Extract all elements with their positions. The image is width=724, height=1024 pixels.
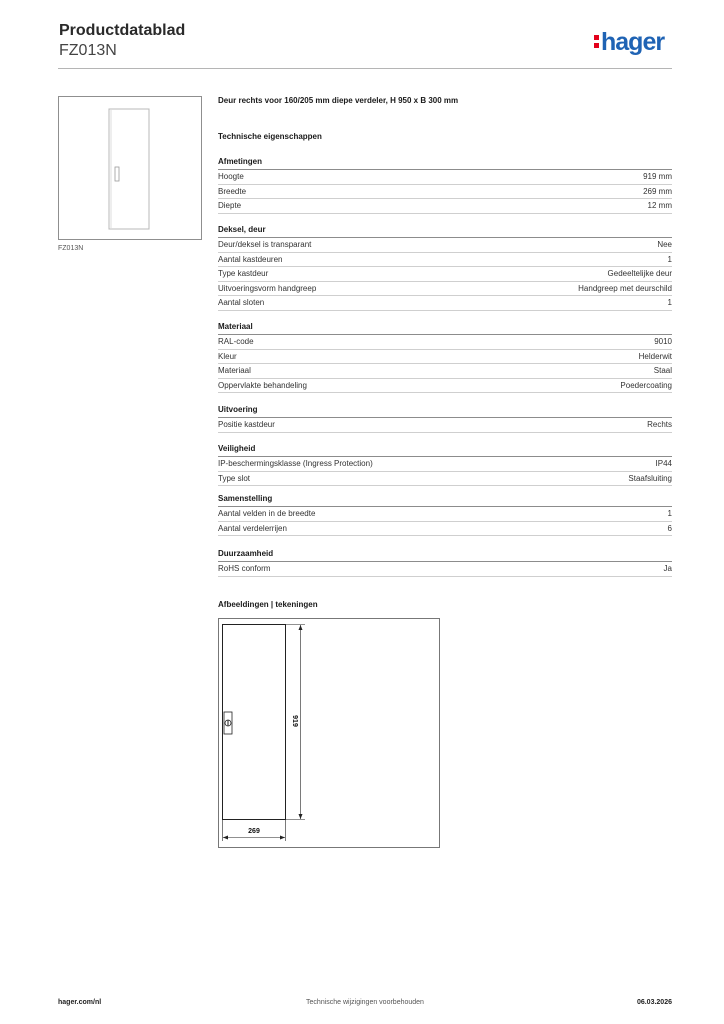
spec-label: RoHS conform	[218, 564, 271, 573]
door-drawing-svg	[219, 619, 439, 847]
spec-row	[218, 238, 672, 253]
spec-row	[218, 364, 672, 379]
spec-value: Staal	[653, 366, 672, 375]
spec-label: Deur/deksel is transparant	[218, 240, 312, 249]
technical-drawing	[218, 618, 440, 848]
spec-value: Helderwit	[638, 351, 672, 361]
spec-label: IP-beschermingsklasse (Ingress Protection)	[218, 459, 373, 468]
spec-value: Handgreep met deurschild	[578, 283, 672, 293]
spec-row	[218, 379, 672, 394]
section-title: Afmetingen	[218, 156, 672, 170]
spec-value: 269 mm	[643, 186, 672, 196]
door-product-icon	[59, 97, 201, 239]
spec-label: Diepte	[218, 201, 242, 210]
product-image-caption: FZ013N	[58, 245, 84, 252]
spec-label: Aantal velden in de breedte	[218, 509, 316, 518]
spec-row	[218, 472, 672, 487]
spec-row	[218, 170, 672, 185]
section-title: Materiaal	[218, 321, 672, 335]
document-header	[59, 21, 185, 61]
hager-logo	[594, 28, 664, 56]
footer-website: hager.com/nl	[58, 999, 102, 1006]
spec-label: Type slot	[218, 473, 251, 483]
footer-disclaimer: Technische wijzigingen voorbehouden	[306, 999, 424, 1006]
spec-label: Breedte	[218, 186, 247, 196]
spec-row	[218, 199, 672, 214]
logo-dots-icon	[594, 33, 599, 49]
spec-label: Positie kastdeur	[218, 420, 275, 429]
spec-row	[218, 267, 672, 282]
spec-value: 12 mm	[647, 201, 672, 210]
document-title: Productdatablad	[59, 22, 186, 39]
product-image	[58, 96, 202, 240]
spec-label: Materiaal	[218, 366, 251, 375]
spec-row	[218, 296, 672, 311]
spec-label: Aantal verdelerrijen	[218, 523, 287, 533]
height-dimension-label: 919	[291, 715, 298, 727]
spec-value: Nee	[657, 240, 672, 249]
product-description: Deur rechts voor 160/205 mm diepe verdeler, H 950 x B 300 mm	[218, 96, 459, 105]
spec-value: 6	[667, 523, 672, 533]
section-title: Veiligheid	[218, 443, 672, 457]
spec-label: Oppervlakte behandeling	[218, 380, 307, 390]
spec-value: 1	[667, 509, 672, 518]
spec-label: Aantal kastdeuren	[218, 254, 283, 264]
spec-label: Aantal sloten	[218, 298, 265, 307]
spec-value: Staafsluiting	[628, 473, 672, 483]
spec-row	[218, 522, 672, 537]
width-dimension-label: 269	[248, 828, 260, 835]
spec-value: 919 mm	[643, 172, 672, 181]
spec-row	[218, 457, 672, 472]
spec-row	[218, 562, 672, 577]
spec-row	[218, 282, 672, 297]
section-title: Duurzaamheid	[218, 548, 672, 562]
spec-row	[218, 418, 672, 433]
section-title: Samenstelling	[218, 493, 672, 507]
spec-row	[218, 507, 672, 522]
spec-value: 1	[667, 254, 672, 264]
spec-label: Type kastdeur	[218, 269, 269, 278]
section-title: Uitvoering	[218, 404, 672, 418]
spec-label: Hoogte	[218, 172, 244, 181]
spec-row	[218, 335, 672, 350]
product-code: FZ013N	[59, 42, 117, 59]
spec-value: Gedeeltelijke deur	[607, 269, 672, 278]
spec-value: Ja	[663, 564, 672, 573]
spec-label: Uitvoeringsvorm handgreep	[218, 283, 317, 293]
spec-value: 9010	[654, 337, 672, 346]
section-title: Deksel, deur	[218, 224, 672, 238]
header-divider	[58, 68, 672, 69]
spec-row	[218, 253, 672, 268]
spec-value: Rechts	[647, 420, 672, 429]
tech-properties-title: Technische eigenschappen	[218, 132, 322, 141]
spec-row	[218, 185, 672, 200]
spec-value: 1	[667, 298, 672, 307]
spec-value: Poedercoating	[620, 380, 672, 390]
images-title: Afbeeldingen | tekeningen	[218, 600, 318, 609]
spec-label: RAL-code	[218, 337, 254, 346]
spec-label: Kleur	[218, 351, 237, 361]
footer-date: 06.03.2026	[636, 999, 672, 1006]
spec-row	[218, 350, 672, 365]
logo-text: hager	[601, 28, 665, 56]
spec-value: IP44	[655, 459, 672, 468]
